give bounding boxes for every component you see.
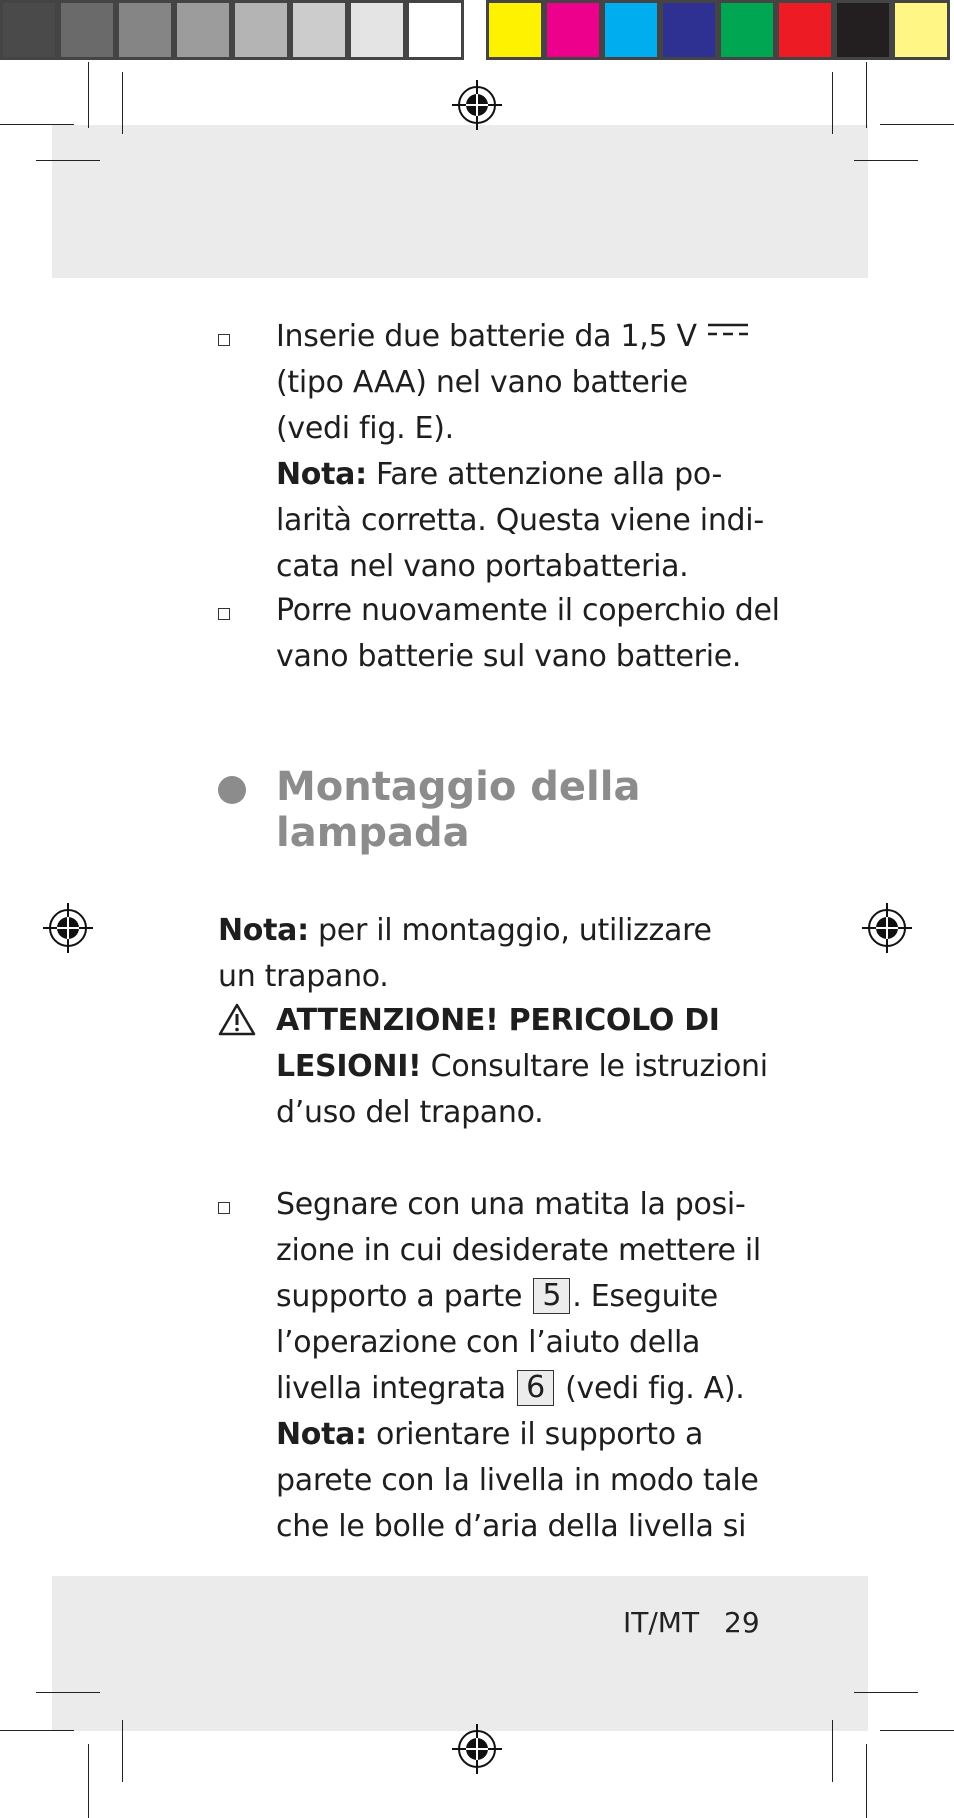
color-swatch	[892, 0, 950, 60]
color-swatch	[776, 0, 834, 60]
note-text: cata nel vano portabatteria.	[276, 549, 689, 584]
header-band	[52, 125, 868, 278]
step-text: . Eseguite	[572, 1279, 718, 1314]
note-text: per il montaggio, utilizzare	[308, 913, 712, 948]
gray-swatch	[0, 0, 58, 60]
warning-body: d’uso del trapano.	[276, 1095, 544, 1130]
gray-swatch	[290, 0, 348, 60]
step-text: livella integrata	[276, 1371, 516, 1406]
step-note	[276, 452, 876, 498]
step-text: vano batterie sul vano batterie.	[276, 639, 742, 674]
footer-lang: IT/MT	[623, 1606, 700, 1639]
note-label: Nota:	[218, 913, 309, 948]
step-text: l’operazione con l’aiuto della	[276, 1325, 701, 1360]
battery-step-1	[276, 314, 876, 590]
step-note	[276, 1412, 876, 1458]
step-text: (vedi fig. E).	[276, 411, 454, 446]
gray-swatch	[406, 0, 464, 60]
color-swatch	[660, 0, 718, 60]
color-swatch	[602, 0, 660, 60]
note-text: larità corretta. Questa viene indi-	[276, 503, 764, 538]
gray-swatch	[348, 0, 406, 60]
step-text: Inserie due batterie da 1,5 V	[276, 319, 697, 354]
step-text: (tipo AAA) nel vano batterie	[276, 365, 688, 400]
part-ref-5: 5	[533, 1278, 570, 1314]
heading-line: Montaggio della	[276, 764, 641, 810]
step-line	[276, 1274, 876, 1320]
registration-mark-icon	[452, 80, 502, 130]
note-label: Nota:	[276, 1417, 367, 1452]
note-text: parete con la livella in modo tale	[276, 1463, 759, 1498]
step-text: Segnare con una matita la posi-	[276, 1187, 746, 1222]
note-text: orientare il supporto a	[366, 1417, 704, 1452]
step-text: (vedi fig. A).	[555, 1371, 745, 1406]
registration-mark-icon	[452, 1724, 502, 1774]
dc-voltage-icon	[706, 320, 750, 340]
mount-step	[276, 1182, 876, 1550]
checkbox-bullet	[218, 1202, 230, 1214]
note-label: Nota:	[276, 457, 367, 492]
heading-line: lampada	[276, 810, 470, 856]
checkbox-bullet	[218, 608, 230, 620]
registration-mark-icon	[43, 903, 93, 953]
color-swatch	[834, 0, 892, 60]
battery-step-2	[276, 588, 876, 680]
step-line	[276, 1366, 876, 1412]
checkbox-bullet	[218, 334, 230, 346]
warning-text	[276, 998, 876, 1136]
gray-swatch	[116, 0, 174, 60]
warning-body: Consultare le istruzioni	[421, 1049, 768, 1084]
section-heading	[276, 764, 836, 856]
note-text: che le bolle d’aria della livella si	[276, 1509, 747, 1544]
section-bullet-icon	[218, 776, 246, 804]
note-text: un trapano.	[218, 959, 389, 994]
warning-title: ATTENZIONE! PERICOLO DI	[276, 1003, 720, 1038]
note-text: Fare attenzione alla po-	[366, 457, 722, 492]
gray-swatch	[174, 0, 232, 60]
registration-mark-icon	[862, 903, 912, 953]
page-number: 29	[724, 1606, 760, 1639]
color-swatch	[486, 0, 544, 60]
step-line	[276, 314, 876, 360]
warning-triangle-icon	[218, 1002, 256, 1036]
gray-swatch	[58, 0, 116, 60]
intro-note	[218, 908, 838, 1000]
color-swatch	[544, 0, 602, 60]
footer-band	[52, 1576, 868, 1731]
step-text: supporto a parte	[276, 1279, 532, 1314]
step-text: Porre nuovamente il coperchio del	[276, 593, 780, 628]
warning-title: LESIONI!	[276, 1049, 422, 1084]
step-text: zione in cui desiderate mettere il	[276, 1233, 761, 1268]
gray-swatch	[232, 0, 290, 60]
part-ref-6: 6	[517, 1370, 554, 1406]
color-swatch	[718, 0, 776, 60]
